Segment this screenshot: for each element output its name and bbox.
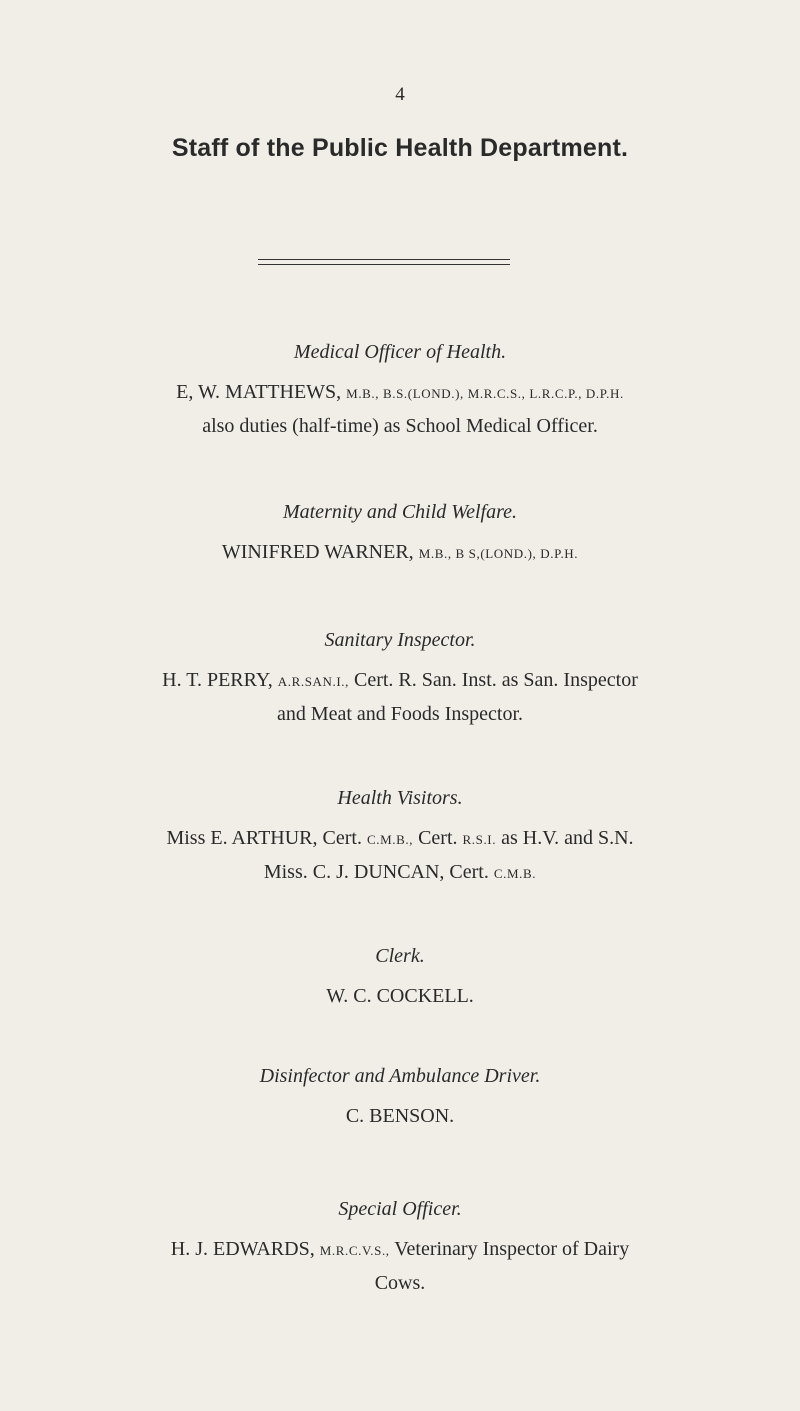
staff-name: E. ARTHUR, Cert. xyxy=(210,827,362,849)
staff-duties: and Meat and Foods Inspector. xyxy=(276,703,524,725)
staff-duties: also duties (half-time) as School Medical Officer. xyxy=(202,415,598,437)
staff-entry xyxy=(40,536,760,570)
staff-certification: Cert. R. San. Inst. as San. Inspector xyxy=(354,669,638,691)
staff-qualifications: C.M.B. xyxy=(493,866,537,881)
staff-qualifications: M.B., B S,(LOND.), D.P.H. xyxy=(418,546,579,561)
staff-entry xyxy=(40,1233,760,1267)
section-heading: Sanitary Inspector. xyxy=(324,629,476,651)
staff-qualifications: M.R.C.V.S., xyxy=(319,1243,390,1258)
section-heading: Disinfector and Ambulance Driver. xyxy=(259,1065,541,1087)
page-number: 4 xyxy=(395,84,405,105)
section-health-visitors xyxy=(40,786,760,890)
double-rule-top xyxy=(258,259,510,260)
staff-entry xyxy=(40,822,760,856)
staff-duties: Cows. xyxy=(374,1272,426,1294)
staff-name: H. J. EDWARDS, xyxy=(170,1238,315,1260)
section-medical-officer xyxy=(40,340,760,442)
section-heading: Medical Officer of Health. xyxy=(293,341,507,363)
staff-name: C. BENSON. xyxy=(345,1105,455,1127)
staff-entry xyxy=(40,664,760,698)
staff-qualifications: A.R.SAN.I., xyxy=(277,674,349,689)
staff-entry xyxy=(40,376,760,410)
staff-duties: Veterinary Inspector of Dairy xyxy=(394,1238,630,1260)
page-title: Staff of the Public Health Department. xyxy=(171,134,629,162)
section-heading: Maternity and Child Welfare. xyxy=(282,501,518,523)
staff-name: W. C. COCKELL. xyxy=(326,985,474,1007)
staff-title: Miss. xyxy=(263,861,308,883)
staff-name: WINIFRED WARNER, xyxy=(221,541,414,563)
section-sanitary-inspector xyxy=(40,628,760,730)
staff-entry xyxy=(40,856,760,890)
staff-qualifications: M.B., B.S.(LOND.), M.R.C.S., L.R.C.P., D.P.H. xyxy=(346,386,624,401)
staff-name: H. T. PERRY, xyxy=(162,669,273,691)
double-rule-bottom xyxy=(258,264,510,265)
staff-duties: as H.V. and S.N. xyxy=(501,827,634,849)
section-heading: Clerk. xyxy=(375,945,425,967)
section-special-officer xyxy=(40,1197,760,1299)
staff-name: E, W. MATTHEWS, xyxy=(176,381,342,403)
staff-certification: Cert. xyxy=(418,827,458,849)
section-maternity xyxy=(40,500,760,570)
staff-title: Miss xyxy=(166,827,206,849)
section-disinfector xyxy=(40,1064,760,1132)
staff-qualifications: C.M.B., xyxy=(366,832,414,847)
staff-name: C. J. DUNCAN, Cert. xyxy=(312,861,489,883)
section-heading: Special Officer. xyxy=(338,1198,462,1220)
staff-qualifications: R.S.I. xyxy=(462,832,497,847)
section-clerk xyxy=(40,944,760,1012)
section-heading: Health Visitors. xyxy=(337,787,463,809)
